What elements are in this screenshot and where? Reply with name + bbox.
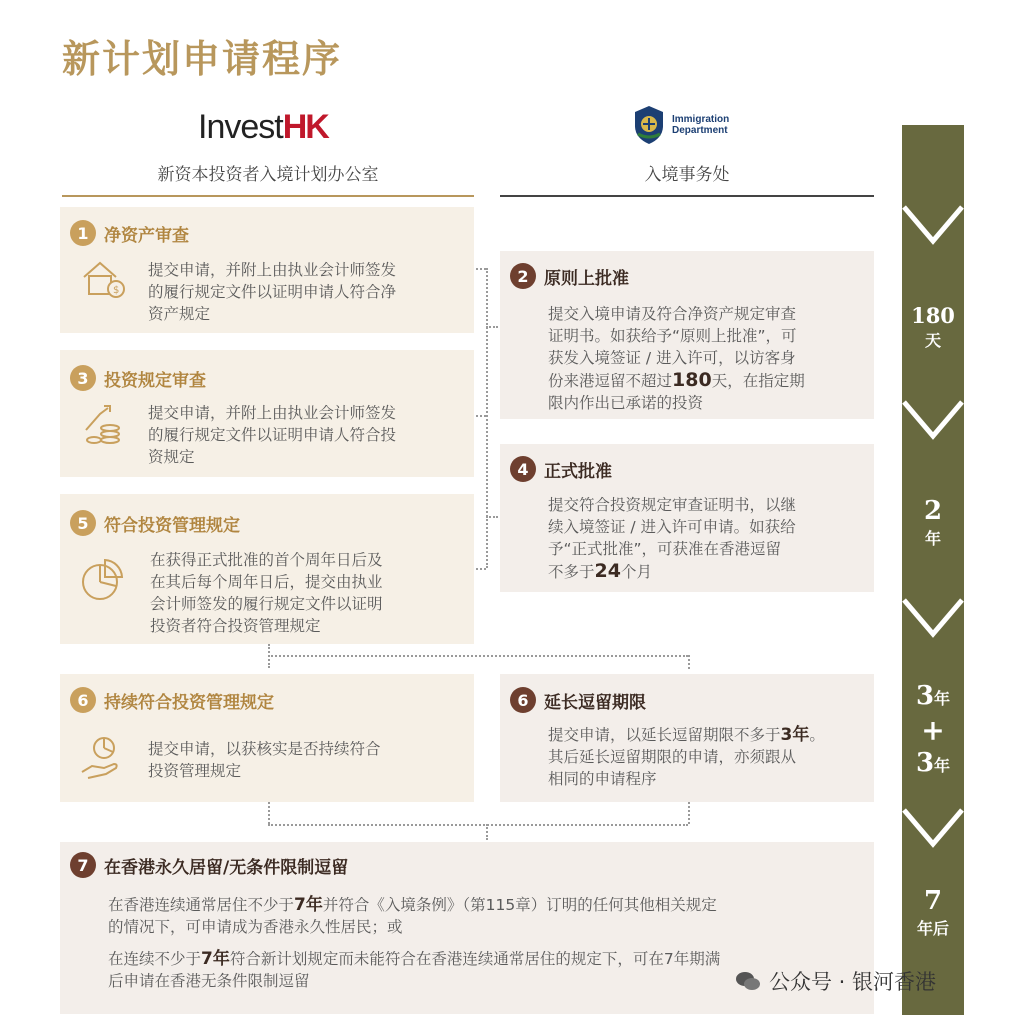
step-card-3 — [60, 350, 474, 477]
step-text-line: 提交入境申请及符合净资产规定审查 — [548, 305, 797, 323]
step-text-line: 的情况下，可申请成为香港永久性居民；或 — [108, 918, 403, 936]
hand-pie-chart-icon — [78, 732, 128, 784]
step-number: 6 — [510, 687, 536, 713]
step-text-line: 相同的申请程序 — [548, 770, 657, 788]
step-title: 延长逗留期限 — [544, 692, 646, 713]
step-number: 4 — [510, 456, 536, 482]
step-text-line: 获发入境签证 / 进入许可，以访客身 — [548, 349, 796, 367]
step-card-1 — [60, 207, 474, 333]
step-text-line: 的履行规定文件以证明申请人符合净 — [148, 283, 397, 301]
connector-line — [268, 644, 270, 668]
step-title: 原则上批准 — [544, 268, 629, 289]
step-text-line: 在获得正式批准的首个周年日后及 — [150, 551, 383, 569]
step-text-line: 投资者符合投资管理规定 — [150, 617, 321, 635]
step-text-line: 提交申请，以延长逗留期限不多于3年。 — [548, 725, 825, 745]
step-text-line: 提交申请，以获核实是否持续符合 — [148, 740, 381, 758]
step-title: 在香港永久居留/无条件限制逗留 — [104, 857, 349, 878]
growth-coins-icon — [80, 400, 128, 448]
step-text-line: 证明书。如获给予“原则上批准”，可 — [548, 327, 797, 345]
connector-line — [476, 268, 486, 270]
org-right-heading: 入境事务处 — [500, 160, 874, 197]
step-text-line: 的履行规定文件以证明申请人符合投 — [148, 426, 397, 444]
timeline-bar — [902, 125, 964, 1015]
step-number: 5 — [70, 510, 96, 536]
connector-line — [486, 268, 488, 568]
step-card-6-left — [60, 674, 474, 802]
step-text-line: 在其后每个周年日后，提交由执业 — [150, 573, 383, 591]
step-text-line: 份来港逗留不超过180天，在指定期 — [548, 369, 805, 391]
step-number: 6 — [70, 687, 96, 713]
connector-line — [268, 824, 688, 826]
step-text-line: 投资管理规定 — [148, 762, 242, 780]
connector-line — [486, 516, 498, 518]
connector-line — [486, 326, 498, 328]
org-left-heading: 新资本投资者入境计划办公室 — [62, 160, 474, 197]
step-text-line: 提交符合投资规定审查证明书，以继 — [548, 496, 797, 514]
step-card-2 — [500, 251, 874, 419]
immigration-crest-icon — [632, 104, 666, 146]
step-card-4 — [500, 444, 874, 592]
step-text-line: 资产规定 — [148, 305, 211, 323]
timeline-chevron — [902, 598, 964, 648]
connector-line — [688, 655, 690, 669]
step-text-line: 会计师签发的履行规定文件以证明 — [150, 595, 383, 613]
connector-line — [486, 824, 488, 840]
step-number: 2 — [510, 263, 536, 289]
step-text-line: 资规定 — [148, 448, 195, 466]
step-number: 3 — [70, 365, 96, 391]
house-money-icon — [78, 253, 130, 305]
step-text-line: 限内作出已承诺的投资 — [548, 394, 704, 412]
timeline-label-2-years: 2 年 — [923, 496, 943, 548]
step-text-line: 在连续不少于7年符合新计划规定而未能符合在香港连续通常居住的规定下，可在7年期满 — [108, 949, 721, 969]
timeline-chevron — [902, 400, 964, 450]
pie-chart-icon — [78, 556, 126, 604]
connector-line — [476, 568, 486, 570]
step-card-6-right — [500, 674, 874, 802]
timeline-chevron — [902, 205, 964, 255]
step-text-line: 予“正式批准”，可获准在香港逗留 — [548, 540, 782, 558]
step-text-line: 后申请在香港无条件限制逗留 — [108, 972, 310, 990]
connector-line — [268, 802, 270, 824]
wechat-icon — [735, 970, 761, 992]
connector-line — [688, 802, 690, 824]
immigration-logo: Immigration Department — [632, 104, 729, 146]
step-card-5 — [60, 494, 474, 644]
page-title: 新计划申请程序 — [62, 36, 343, 81]
connector-line — [268, 655, 688, 657]
svg-text:$: $ — [113, 285, 120, 296]
step-title: 投资规定审查 — [104, 370, 206, 391]
step-text-line: 不多于24个月 — [548, 560, 652, 582]
timeline-label-180-days: 180 天 — [911, 303, 955, 350]
step-text-line: 在香港连续通常居住不少于7年并符合《入境条例》（第115章）订明的任何其他相关规定 — [108, 895, 717, 915]
step-number: 7 — [70, 852, 96, 878]
step-title: 净资产审查 — [104, 225, 189, 246]
timeline-label-7-years: 7 年后 — [916, 886, 949, 938]
step-title: 持续符合投资管理规定 — [104, 692, 274, 713]
step-title: 正式批准 — [544, 461, 612, 482]
step-number: 1 — [70, 220, 96, 246]
step-text-line: 提交申请，并附上由执业会计师签发 — [148, 404, 397, 422]
watermark: 公众号 · 银河香港 — [735, 966, 936, 996]
step-text-line: 续入境签证 / 进入许可申请。如获给 — [548, 518, 796, 536]
step-text-line: 提交申请，并附上由执业会计师签发 — [148, 261, 397, 279]
timeline-chevron — [902, 808, 964, 858]
connector-line — [476, 415, 486, 417]
investhk-logo: InvestHK — [198, 108, 328, 146]
timeline-label-3-plus-3-years: 3年 + 3年 — [915, 681, 951, 778]
step-title: 符合投资管理规定 — [104, 515, 240, 536]
step-text-line: 其后延长逗留期限的申请，亦须跟从 — [548, 748, 797, 766]
